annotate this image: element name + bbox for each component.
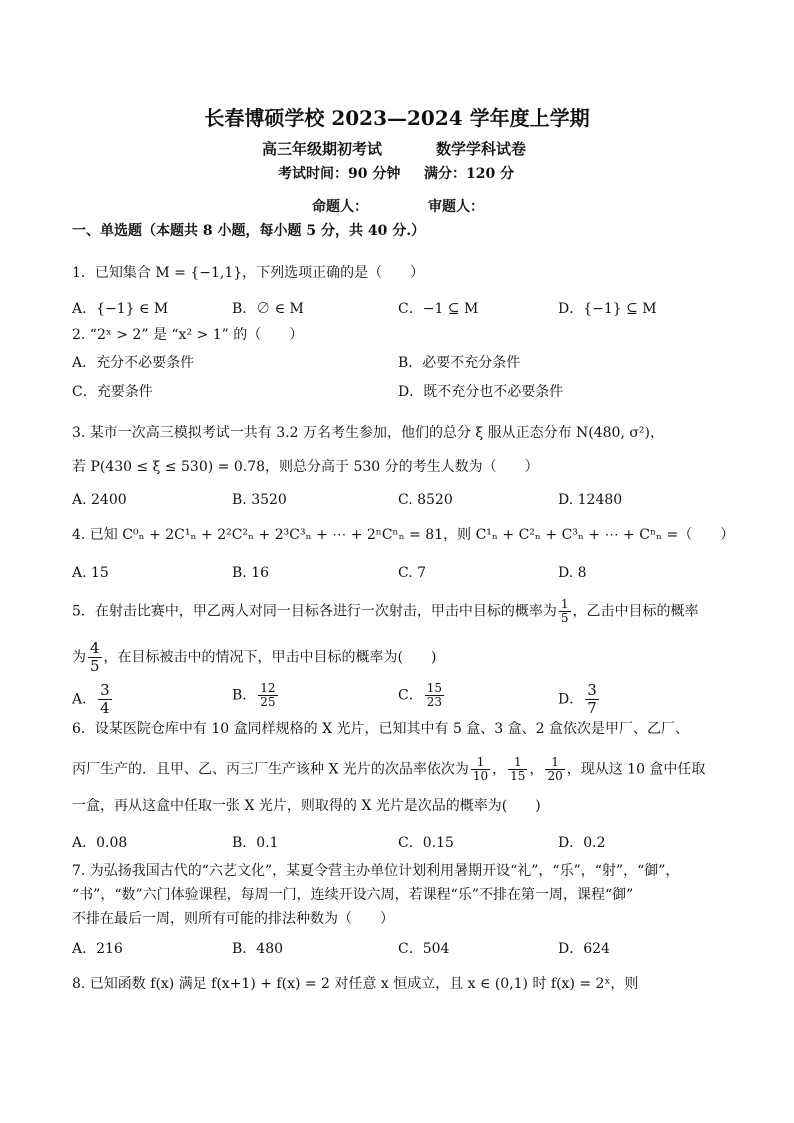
q6-rate-b-den: 15 <box>510 769 526 783</box>
question-7-stem-line1: 7. 为弘扬我国古代的“六艺文化”，某夏令营主办单位计划利用暑期开设“礼”，“乐”，“射”，“御”， <box>72 863 680 879</box>
q5-option-c-frac <box>425 682 444 709</box>
exam-time: 考试时间：90 分钟 <box>278 166 401 182</box>
exam-title: 长春博硕学校 2023—2024 学年度上学期 <box>204 106 590 130</box>
q6-rate-b-num: 1 <box>508 756 527 770</box>
q5-c-den: 23 <box>426 695 442 709</box>
question-3-stem-line2: 若 P(430 ≤ ξ ≤ 530) = 0.78，则总分高于 530 分的考生人数为（ ） <box>72 459 539 475</box>
q5-stem2-post: ，在目标被击中的情况下，甲击中目标的概率为( ) <box>103 649 437 666</box>
q5-prob-b <box>88 640 102 675</box>
q4-option-c: C. 7 <box>398 565 427 581</box>
q1-option-a: A．{−1} ∈ M <box>72 301 169 317</box>
q5-prob-b-num: 4 <box>90 639 100 657</box>
q5-a-den: 4 <box>100 699 110 717</box>
q6-rate-c <box>545 756 564 783</box>
question-5-stem-line2 <box>72 640 436 675</box>
q1-option-b: B．∅ ∈ M <box>232 301 304 317</box>
q3-option-a: A. 2400 <box>72 492 127 508</box>
q2-option-d: D．既不充分也不必要条件 <box>398 384 564 400</box>
grade-label: 高三年级期初考试 <box>262 140 383 158</box>
question-1-stem: 1．已知集合 M = {−1,1}，下列选项正确的是（ ） <box>72 265 425 281</box>
q6-rate-c-den: 20 <box>547 769 563 783</box>
q2-option-c: C．充要条件 <box>72 384 153 400</box>
question-5-stem-line1 <box>72 598 699 625</box>
q5-option-a-label: A． <box>72 691 97 708</box>
q5-d-num: 3 <box>587 681 597 699</box>
question-6-stem-line3: 一盒，再从这盒中任取一张 X 光片，则取得的 X 光片是次品的概率为( ) <box>72 798 541 814</box>
q5-option-a-frac <box>98 682 112 717</box>
q6-stem2-post: ，现从这 10 盒中任取 <box>566 761 706 778</box>
q1-option-c: C．−1 ⊆ M <box>398 301 479 317</box>
q6-rate-c-num: 1 <box>545 756 564 770</box>
section-heading: 一、单选题（本题共 8 小题，每小题 5 分，共 40 分.） <box>72 223 426 239</box>
question-3-stem-line1: 3. 某市一次高三模拟考试一共有 3.2 万名考生参加，他们的总分 ξ 服从正态分布 N(480, σ²)， <box>72 425 664 441</box>
question-7-stem-line2: “书”，“数”六门体验课程，每周一门，连续开设六周，若课程“乐”不排在第一周，课程“御” <box>72 887 634 903</box>
reviewer-label: 审题人： <box>428 199 484 215</box>
q6-rate-b <box>508 756 527 783</box>
q5-prob-b-den: 5 <box>90 657 100 675</box>
q5-option-a <box>72 682 114 717</box>
q5-prob-a-den: 5 <box>560 611 569 625</box>
q4-option-a: A. 15 <box>72 565 109 581</box>
q5-prob-a-num: 1 <box>560 597 569 611</box>
q7-option-a: A．216 <box>72 941 123 957</box>
question-6-stem-line1: 6．设某医院仓库中有 10 盒同样规格的 X 光片，已知其中有 5 盒、3 盒、2 盒依次是甲厂、乙厂、 <box>72 721 690 737</box>
q5-option-c <box>398 682 446 709</box>
q6-option-c: C．0.15 <box>398 835 454 851</box>
question-2-stem: 2. “2ˣ > 2” 是 “x² > 1” 的（ ） <box>72 327 304 343</box>
q5-option-d <box>558 682 601 717</box>
q5-option-c-label: C． <box>398 687 423 704</box>
q6-stem2-pre: 丙厂生产的．且甲、乙、丙三厂生产该种 X 光片的次品率依次为 <box>72 761 469 778</box>
q1-option-d: D．{−1} ⊆ M <box>558 301 657 317</box>
q6-sep-1: ， <box>492 761 507 778</box>
q5-c-num: 15 <box>426 681 442 695</box>
full-score: 满分：120 分 <box>424 166 515 182</box>
q5-stem1-post: ，乙击中目标的概率 <box>572 603 699 620</box>
q5-option-d-frac <box>585 682 599 717</box>
q3-option-d: D. 12480 <box>558 492 623 508</box>
author-label: 命题人： <box>312 199 368 215</box>
q5-stem1-pre: 5．在射击比赛中，甲乙两人对同一目标各进行一次射击，甲击中目标的概率为 <box>72 603 557 620</box>
q2-option-b: B．必要不充分条件 <box>398 355 521 371</box>
question-4-stem: 4. 已知 C⁰ₙ + 2C¹ₙ + 2²C²ₙ + 2³C³ₙ + ⋯ + 2ⁿCⁿₙ = 81，则 C¹ₙ + C²ₙ + C³ₙ + ⋯ + Cⁿₙ =（ ） <box>72 527 735 543</box>
q7-option-b: B．480 <box>232 941 284 957</box>
q5-b-den: 25 <box>260 695 276 709</box>
q7-option-d: D．624 <box>558 941 610 957</box>
q6-option-a: A．0.08 <box>72 835 128 851</box>
q5-option-d-label: D． <box>558 691 584 708</box>
q3-option-c: C. 8520 <box>398 492 453 508</box>
question-6-stem-line2 <box>72 756 705 783</box>
q5-option-b <box>232 682 280 709</box>
q4-option-b: B. 16 <box>232 565 270 581</box>
q5-b-num: 12 <box>260 681 276 695</box>
q6-sep-2: ， <box>529 761 544 778</box>
q5-a-num: 3 <box>100 681 110 699</box>
q6-option-d: D．0.2 <box>558 835 606 851</box>
q7-option-c: C．504 <box>398 941 450 957</box>
q4-option-d: D. 8 <box>558 565 587 581</box>
q2-option-a: A．充分不必要条件 <box>72 355 195 371</box>
q6-rate-a-num: 1 <box>471 756 490 770</box>
question-7-stem-line3: 不排在最后一周，则所有可能的排法种数为（ ） <box>72 911 394 927</box>
q5-prob-a <box>559 598 571 625</box>
q5-option-b-label: B． <box>232 687 257 704</box>
q6-rate-a-den: 10 <box>472 769 489 783</box>
q3-option-b: B. 3520 <box>232 492 287 508</box>
subject-label: 数学学科试卷 <box>436 140 527 158</box>
question-8-stem: 8. 已知函数 f(x) 满足 f(x+1) + f(x) = 2 对任意 x 恒成立，且 x ∈ (0,1) 时 f(x) = 2ˣ，则 <box>72 976 639 992</box>
q6-rate-a <box>471 756 490 783</box>
q5-option-b-frac <box>258 682 277 709</box>
q6-option-b: B．0.1 <box>232 835 279 851</box>
q5-d-den: 7 <box>587 699 597 717</box>
q5-stem2-pre: 为 <box>72 649 86 666</box>
